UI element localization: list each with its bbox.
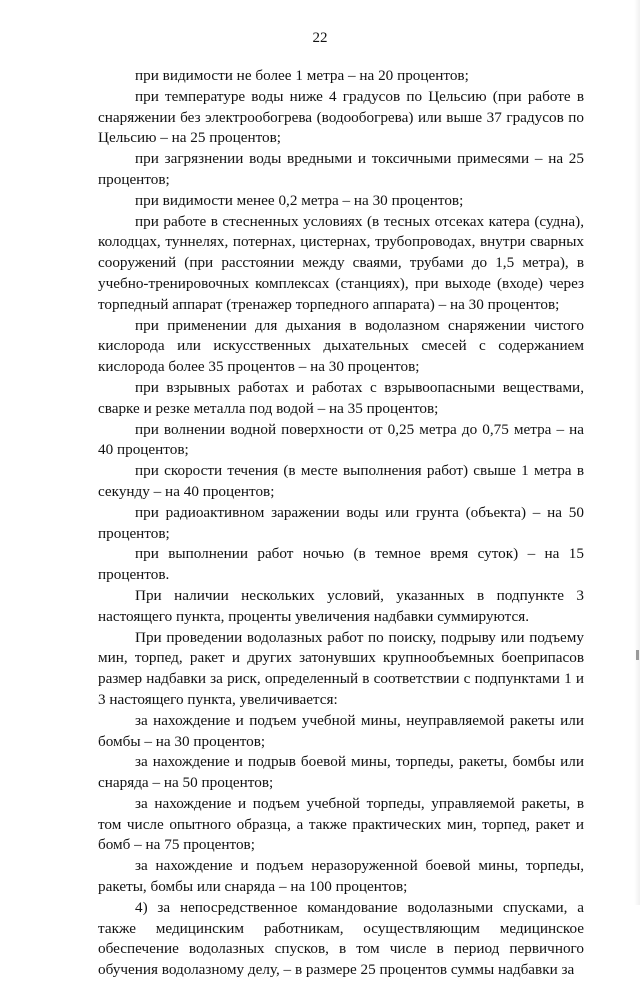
paragraph-explosive-works: при взрывных работах и работах с взрывоопасными веществами, сварке и резке металла под водой – на 35 процентов; — [98, 378, 584, 417]
paragraph-undisarmed-mine: за нахождение и подъем неразоруженной боевой мины, торпеды, ракеты, бомбы или снаряда – на 100 процентов; — [98, 857, 584, 896]
paragraph-training-torpedo: за нахождение и подъем учебной торпеды, управляемой ракеты, в том числе опытного образца, а также практических мин, торпед, ракет и бомб – на 75 процентов; — [98, 794, 584, 854]
paragraph-water-temperature: при температуре воды ниже 4 градусов по Цельсию (при работе в снаряжении без электрообогрева (водообогрева) или выше 37 градусов по Цельсию – на 25 процентов; — [98, 87, 584, 147]
paragraph-combat-mine-detonation: за нахождение и подрыв боевой мины, торпеды, ракеты, бомбы или снаряда – на 50 процентов; — [98, 753, 584, 792]
paragraph-night-work: при выполнении работ ночью (в темное время суток) – на 15 процентов. — [98, 545, 584, 584]
paragraph-visibility-0-2m: при видимости менее 0,2 метра – на 30 процентов; — [135, 191, 464, 209]
paragraph-surface-waves: при волнении водной поверхности от 0,25 метра до 0,75 метра – на 40 процентов; — [98, 420, 584, 459]
document-body — [98, 66, 584, 981]
paragraph-visibility-1m: при видимости не более 1 метра – на 20 процентов; — [135, 67, 469, 84]
page-number: 22 — [312, 30, 328, 46]
paragraph-training-mine: за нахождение и подъем учебной мины, неуправляемой ракеты или бомбы – на 30 процентов; — [98, 711, 584, 750]
paragraph-water-pollution: при загрязнении воды вредными и токсичными примесями – на 25 процентов; — [98, 150, 584, 188]
scan-edge-shadow — [634, 0, 640, 905]
paragraph-radioactive-contamination: при радиоактивном заражении воды или грунта (объекта) – на 50 процентов; — [98, 503, 584, 542]
scan-artifact-mark — [636, 650, 639, 660]
paragraph-current-speed: при скорости течения (в месте выполнения работ) свыше 1 метра в секунду – на 40 процентов; — [98, 462, 584, 500]
paragraph-oxygen-mixtures: при применении для дыхания в водолазном снаряжении чистого кислорода или искусственных дыхательных смесей с содержанием кислорода более 35 процентов – на 30 процентов; — [98, 316, 584, 376]
paragraph-item-4-command: 4) за непосредственное командование водолазными спусками, а также медицинским работникам, осуществляющим медицинское обеспечение водолазных спусков, в том числе в период первичного обучения водолазному делу, – в размере 25 процентов суммы надбавки за — [98, 898, 584, 979]
paragraph-mine-torpedo-works: При проведении водолазных работ по поиску, подрыву или подъему мин, торпед, ракет и других затонувших крупнообъемных боеприпасов размер надбавки за риск, определенный в соответствии с подпунктами 1 и 3 настоящего пункта, увеличивается: — [98, 628, 584, 708]
paragraph-multiple-conditions: При наличии нескольких условий, указанных в подпункте 3 настоящего пункта, проценты увеличения надбавки суммируются. — [98, 586, 584, 625]
paragraph-confined-conditions: при работе в стесненных условиях (в тесных отсеках катера (судна), колодцах, туннелях, потернах, цистернах, трубопроводах, внутри сварных сооружений (при расстоянии между сваями, трубами до 1,5 метра), в учебно-тренировочных комплексах (станциях), при выходе (входе) через торпедный аппарат (тренажер торпедного аппарата) – на 30 процентов; — [98, 212, 584, 313]
